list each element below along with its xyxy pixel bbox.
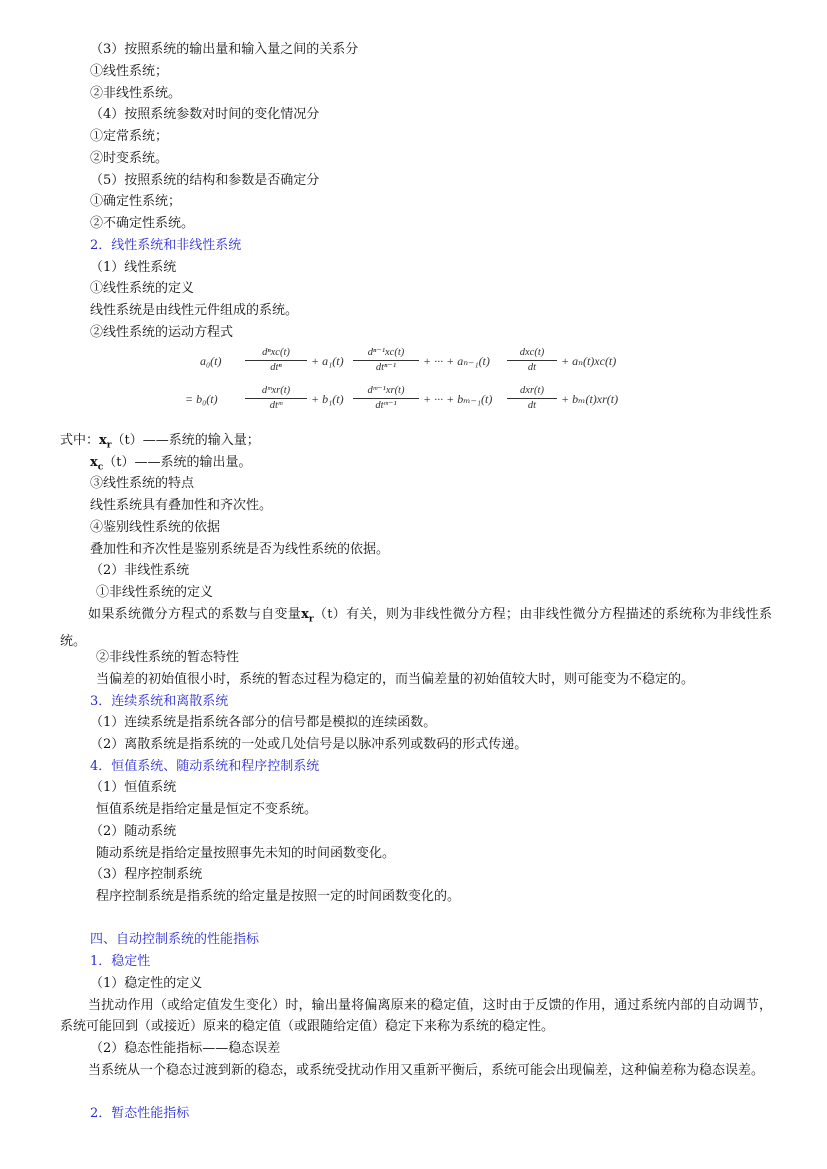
eq-denominator: dtᵐ — [269, 400, 283, 411]
list-item: ①确定性系统； — [90, 194, 182, 209]
section-heading: 2．线性系统和非线性系统 — [90, 238, 242, 253]
eq-coef: + b₁(t) — [311, 392, 344, 406]
list-item: ②时变系统。 — [90, 151, 169, 166]
eq-denominator: dt — [527, 362, 537, 373]
subsection-heading: （2）随动系统 — [90, 824, 177, 839]
paragraph-stability-def: 当扰动作用（或给定值发生变化）时，输出量将偏离原来的稳定值，这时由于反馈的作用，通过系统内部的自动调节，系统可能回到（或接近）原来的稳定值（或跟随给定值）稳定下来称为系统的稳定性。 — [60, 998, 772, 1034]
paragraph-steady-state-error: 当系统从一个稳态过渡到新的稳态，或系统受扰动作用又重新平衡后，系统可能会出现偏差，这种偏差称为稳态误差。 — [88, 1063, 765, 1078]
subsection-heading: （1）恒值系统 — [90, 780, 177, 795]
section-heading: 2．暂态性能指标 — [90, 1106, 190, 1121]
section-heading: 3．连续系统和离散系统 — [90, 694, 229, 709]
text-line: 叠加性和齐次性是鉴别系统是否为线性系统的依据。 — [90, 542, 390, 557]
subsection-heading: （2）非线性系统 — [90, 563, 190, 578]
var-subscript: c — [97, 462, 104, 473]
var-x: x — [90, 455, 98, 470]
var-subscript: r — [308, 614, 314, 625]
list-item: ③线性系统的特点 — [90, 476, 195, 491]
eq-fraction — [353, 346, 419, 375]
equation-row-2 — [185, 384, 665, 416]
var-x: x — [301, 607, 309, 622]
chapter-heading: 四、自动控制系统的性能指标 — [90, 932, 260, 947]
list-item: ①线性系统的定义 — [90, 281, 195, 296]
eq-denominator: dtⁿ — [270, 362, 282, 373]
where-prefix: 式中： — [60, 433, 100, 448]
eq-fraction — [507, 384, 557, 413]
eq-coef: a₀(t) — [200, 354, 222, 368]
text-line: （1）连续系统是指系统各部分的信号都是模拟的连续函数。 — [90, 715, 437, 730]
text-line: （2）离散系统是指系统的一处或几处信号是以脉冲系列或数码的形式传递。 — [90, 737, 528, 752]
list-item: ④鉴别线性系统的依据 — [90, 520, 221, 535]
list-item: ②非线性系统。 — [90, 86, 182, 101]
where-desc: （t）——系统的输出量。 — [103, 455, 252, 470]
para-text: （t）有关，则为非线性微分方程；由非线性微分方程描述的系统称为非线性系统。 — [60, 607, 772, 649]
eq-numerator: dxr(t) — [520, 385, 544, 396]
eq-coef: + ··· + bₘ₋₁(t) — [423, 392, 493, 406]
text-line: 线性系统是由线性元件组成的系统。 — [90, 303, 299, 318]
eq-fraction — [507, 346, 557, 375]
eq-numerator: dⁿxc(t) — [262, 347, 290, 358]
var-x: x — [99, 433, 107, 448]
subsection-heading: （3）程序控制系统 — [90, 867, 203, 882]
section-heading: 1．稳定性 — [90, 954, 151, 969]
eq-numerator: dxc(t) — [519, 347, 545, 358]
var-subscript: r — [106, 440, 112, 451]
eq-denominator: dtⁿ⁻¹ — [375, 362, 397, 373]
paragraph-nonlinear-def — [60, 604, 772, 652]
eq-fraction — [353, 384, 419, 413]
eq-numerator: dᵐxr(t) — [261, 385, 291, 396]
text-line: 当偏差的初始值很小时，系统的暂态过程为稳定的，而当偏差量的初始值较大时，则可能变为不稳定的。 — [96, 672, 695, 687]
item-5-heading: （5）按照系统的结构和参数是否确定分 — [90, 173, 320, 188]
item-4-heading: （4）按照系统参数对时间的变化情况分 — [90, 107, 320, 122]
list-item: ②线性系统的运动方程式 — [90, 325, 234, 340]
where-line-input — [60, 431, 260, 456]
text-line: 恒值系统是指给定量是恒定不变系统。 — [96, 802, 318, 817]
subsection-heading: （2）稳态性能指标——稳态误差 — [90, 1041, 281, 1056]
item-3-heading: （3）按照系统的输出量和输入量之间的关系分 — [90, 42, 359, 57]
para-text: 如果系统微分方程式的系数与自变量 — [88, 607, 302, 622]
eq-fraction — [245, 346, 307, 375]
eq-denominator: dt — [527, 400, 537, 411]
eq-numerator: dᵐ⁻¹xr(t) — [367, 385, 405, 396]
list-item: ①线性系统； — [90, 64, 169, 79]
eq-denominator: dtᵐ⁻¹ — [375, 400, 397, 411]
list-item: ②非线性系统的暂态特性 — [96, 650, 240, 665]
subsection-heading: （1）线性系统 — [90, 260, 177, 275]
eq-coef: + bₘ(t)xr(t) — [561, 392, 619, 406]
text-line: 程序控制系统是指系统的给定量是按照一定的时间函数变化的。 — [96, 889, 461, 904]
eq-fraction — [245, 384, 307, 413]
text-line: 线性系统具有叠加性和齐次性。 — [90, 498, 273, 513]
equation-row-1 — [185, 346, 665, 378]
where-desc: （t）——系统的输入量； — [111, 433, 260, 448]
eq-numerator: dⁿ⁻¹xc(t) — [367, 347, 405, 358]
eq-coef: + a₁(t) — [311, 354, 344, 368]
text-line: 随动系统是指给定量按照事先未知的时间函数变化。 — [96, 846, 396, 861]
list-item: ①定常系统； — [90, 129, 169, 144]
motion-equation — [185, 346, 665, 416]
eq-coef: = b₀(t) — [185, 392, 218, 406]
section-heading: 4．恒值系统、随动系统和程序控制系统 — [90, 759, 320, 774]
subsection-heading: （1）稳定性的定义 — [90, 976, 203, 991]
eq-coef: + aₙ(t)xc(t) — [561, 354, 617, 368]
eq-coef: + ··· + aₙ₋₁(t) — [423, 354, 490, 368]
list-item: ②不确定性系统。 — [90, 216, 195, 231]
list-item: ①非线性系统的定义 — [96, 585, 214, 600]
